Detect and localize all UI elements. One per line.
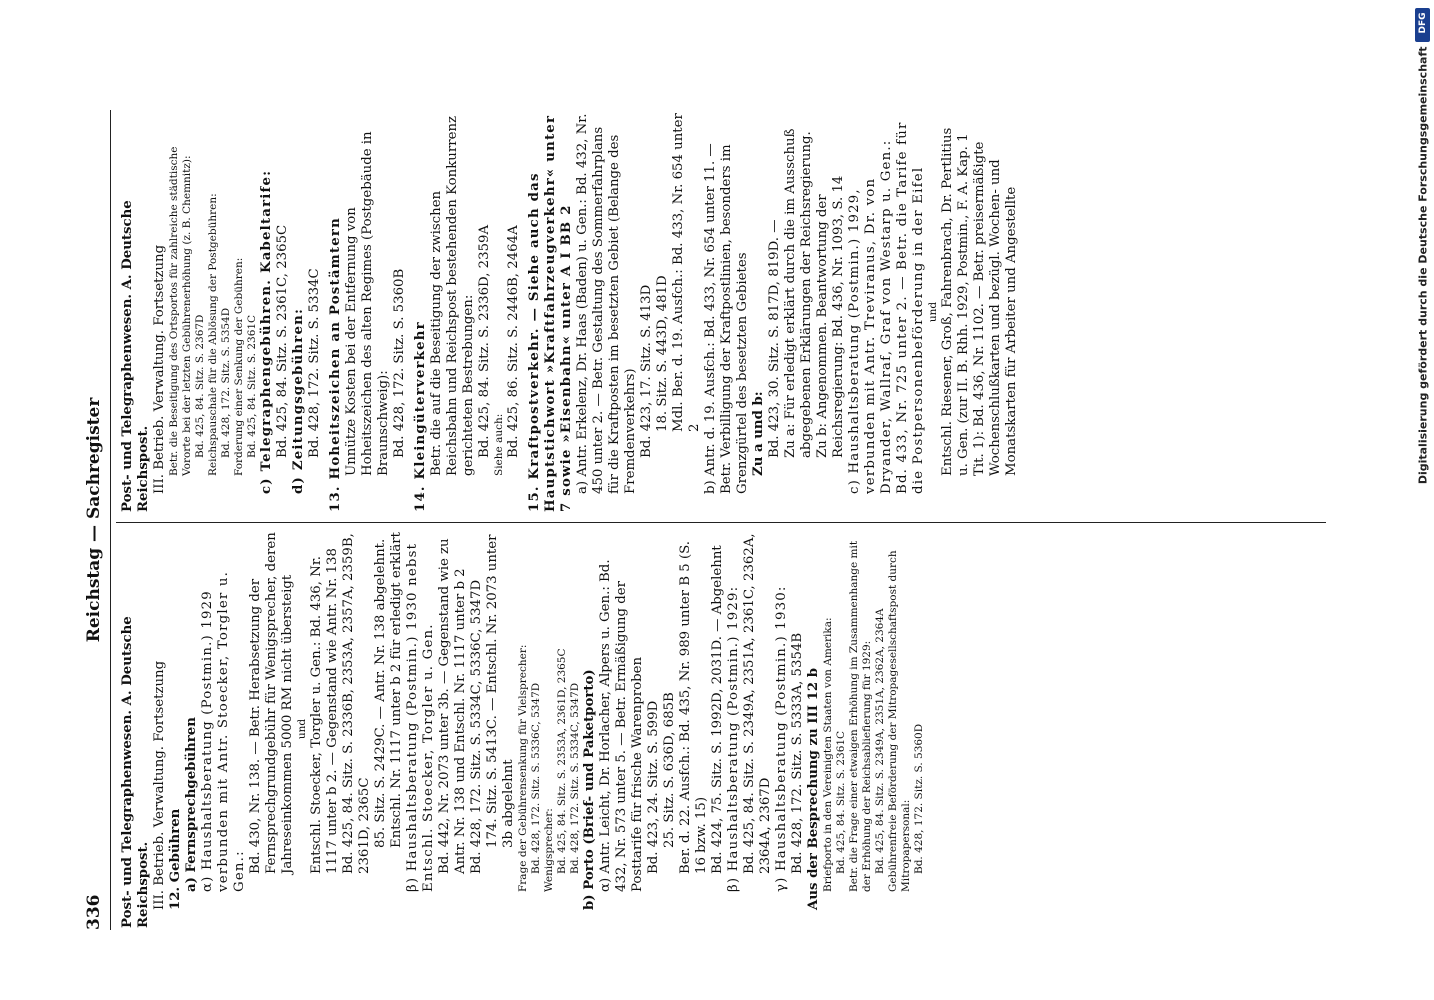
funding-note-text: Digitalisierung gefördert durch die Deutsche Forschungsgemeinschaft xyxy=(1416,46,1430,485)
index-entry: 13. Hoheitszeichen an Postämtern xyxy=(328,217,343,512)
index-entry: b) Porto (Brief- und Paketporto) xyxy=(582,669,597,910)
index-entry: Bd. 428, 172. Sitz. S. 5360B xyxy=(392,268,407,458)
index-entry: c) Haushaltsberatung (Postmin.) 1929, verbunden mit Antr. Treviranus, Dr. von Dryander, Wallraf, Graf von Westarp u. Gen.: Bd. 433, Nr. 725 unter 2. — Betr. die Tarife für die Postpersonenbeförderung in der Eifel xyxy=(847,121,926,494)
index-entry: Bd. 423, 17. Sitz. S. 413D xyxy=(639,284,654,458)
index-entry: Entschl. Stoecker, Torgler u. Gen.: Bd. 436, Nr. 1117 unter b 2. — Gegenstand wie Antr. Nr. 138 xyxy=(309,548,340,874)
right-column xyxy=(120,112,1020,512)
index-entry: Forderung einer Senkung der Gebühren: xyxy=(233,257,245,476)
index-entry: Bd. 428, 172. Sitz. S. 5354D xyxy=(220,307,232,458)
index-entry: 18. Sitz. S. 443D, 481D xyxy=(655,275,670,432)
index-entry: Unnütze Kosten bei der Entfernung von Hoheitszeichen des alten Regimes (Postgebäude in Braunschweig): xyxy=(344,131,391,476)
index-entry: 12. Gebühren xyxy=(168,808,183,910)
index-entry: Bd. 425, 84. Sitz. S. 2336B, 2353A, 2357A, 2359B, 2361D, 2365C xyxy=(341,533,372,874)
column-divider xyxy=(116,522,1326,523)
index-entry: Betr. die auf die Beseitigung der zwischen Reichsbahn und Reichspost bestehenden Konkurrenz gerichteten Bestrebungen: xyxy=(429,115,476,476)
index-entry: Post- und Telegraphenwesen. A. Deutsche Reichspost. xyxy=(120,616,151,928)
running-head-title: Reichstag — Sachregister xyxy=(84,397,104,643)
index-entry: α) Antr. Leicht, Dr. Horlacher, Alpers u. Gen.: Bd. 432, Nr. 573 unter 5. — Betr. Ermäßigung der Posttarife für frische Warenproben xyxy=(598,559,645,892)
index-entry: Bd. 423, 24. Sitz. S. 599D xyxy=(646,700,661,874)
index-entry: Bd. 428, 172. Sitz. S. 5333A, 5354B xyxy=(790,632,805,874)
index-entry: Bd. 428, 172. Sitz. S. 5360D xyxy=(913,723,925,874)
index-entry: a) Fernsprechgebühren xyxy=(184,717,199,892)
index-entry: Bd. 442, Nr. 2073 unter 3b. — Gegenstand wie zu Antr. Nr. 138 und Entschl. Nr. 1117 unter b 2 xyxy=(437,538,468,874)
index-entry: Bd. 425, 84. Sitz. S. 2336D, 2359A xyxy=(477,224,492,458)
index-entry: Bd. 428, 172. Sitz. S. 5334C xyxy=(307,268,322,458)
index-entry: 25. Sitz. S. 636D, 685B xyxy=(662,692,677,848)
index-entry: Bd. 430, Nr. 138. — Betr. Herabsetzung der Fernsprechgrundgebühr für Wenigsprecher, deren Jahreseinkommen 5000 RM nicht übersteigt xyxy=(248,532,295,874)
dfg-logo-icon xyxy=(1415,8,1430,42)
index-entry: Zu a und b: xyxy=(751,391,766,476)
index-entry: Ber. d. 22. Ausfch.: Bd. 435, Nr. 989 unter B 5 (S. 16 bzw. 15) xyxy=(678,541,709,874)
index-entry: γ) Haushaltsberatung (Postmin.) 1930: xyxy=(774,585,789,892)
index-entry: Bd. 425, 84. Sitz. S. 2361C xyxy=(246,314,258,458)
index-entry: III. Betrieb. Verwaltung. Fortsetzung xyxy=(152,244,167,494)
index-entry: und xyxy=(927,301,939,323)
index-entry: Frage der Gebührensenkung für Vielsprecher: xyxy=(517,644,529,892)
index-entry: Post- und Telegraphenwesen. A. Deutsche Reichspost. xyxy=(120,200,151,512)
index-entry: 174. Sitz. S. 5413C. — Entschl. Nr. 2073 unter 3b abgelehnt xyxy=(485,534,516,848)
index-entry: III. Betrieb. Verwaltung. Fortsetzung xyxy=(152,660,167,910)
header-rule xyxy=(110,110,111,930)
index-entry: Bd. 425, 84. Sitz. S. 2361C xyxy=(835,730,847,874)
index-entry: Bd. 428, 172. Sitz. S. 5334C, 5347D xyxy=(569,682,581,874)
index-entry: Bd. 425, 84. Sitz. S. 2349A, 2351A, 2361C, 2362A, 2364A, 2367D xyxy=(742,533,773,874)
left-column xyxy=(120,530,926,928)
index-entry: Bd. 423, 30. Sitz. S. 817D, 819D. — xyxy=(767,219,782,458)
index-entry: β) Haushaltsberatung (Postmin.) 1929: xyxy=(726,585,741,892)
index-entry: Bd. 425, 84. Sitz. S. 2353A, 2361D, 2365C xyxy=(556,648,568,874)
index-entry: Siehe auch: xyxy=(493,413,505,476)
index-entry: α) Haushaltsberatung (Postmin.) 1929 verbunden mit Antr. Stoecker, Torgler u. Gen.: xyxy=(200,570,247,892)
funding-note xyxy=(1415,48,1431,988)
index-entry: Reichspauschale für die Ablösung der Postgebühren: xyxy=(207,193,219,476)
index-entry: Wenigsprecher: xyxy=(543,808,555,892)
index-entry: a) Antr. Erkelenz, Dr. Haas (Baden) u. Gen.: Bd. 432, Nr. 450 unter 2. — Betr. Gestaltung des Sommerfahrplans für die Kraftposten im besetzten Gebiet (Belange des Fremdenverkehrs) xyxy=(575,113,638,494)
index-entry: 15. Kraftpostverkehr. — Siehe auch das Hauptstichwort »Kraftfahrzeugverkehr« unter 7 sowie »Eisenbahn« unter A I BB 2 xyxy=(527,114,574,512)
index-entry: Bd. 428, 172. Sitz. S. 5334C, 5336C, 5347D xyxy=(469,579,484,874)
index-entry: Betr. die Frage einer etwaigen Erhöhung im Zusammenhange mit der Erhöhung der Reichsabliefierung für 1929: xyxy=(848,540,873,892)
rotated-page-content xyxy=(80,110,1330,930)
index-entry: Betr. die Beseitigung des Ortsportos für zahlreiche städtische Vororte bei der letzten Gebührenerhöhung (z. B. Chemnitz): xyxy=(168,146,193,476)
index-entry: c) Telegraphengebühren. Kabeltarife: xyxy=(259,169,274,494)
index-entry: Bd. 424, 75. Sitz. S. 1992D, 2031D. — Abgelehnt xyxy=(710,545,725,874)
index-entry: Aus der Besprechung zu III 12 b xyxy=(806,667,821,910)
digitization-sidebar xyxy=(1413,8,1433,998)
index-entry: Gebührenfreie Beförderung der Mitropagesellschaftspost durch Mitropapersonal: xyxy=(887,550,912,892)
index-entry: 14. Kleingüterverkehr xyxy=(413,321,428,512)
index-entry: Entschl. Riesener, Groß, Fahrenbrach, Dr. Pertlitius u. Gen. (zur II. B. Rhh. 1929, Postmin., F. A. Kap. 1 Tit. 1): Bd. 436, Nr. 1102. — Betr. preisermäßigte Wochenschlußkarten und bezügl. Wochen- und Monatskarten für Arbeiter und Angestellte xyxy=(940,127,1019,476)
index-entry: Bd. 425, 86. Sitz. S. 2446B, 2464A xyxy=(506,225,521,458)
index-entry: Briefporto in den Vereinigten Staaten von Amerika: xyxy=(822,617,834,892)
index-entry: b) Antr. d. 19. Ausfch.: Bd. 433, Nr. 654 unter 11. — Betr. Verbilligung der Kraftpostlinien, besonders im Grenzgürtel des besetzten Gebietes xyxy=(703,143,750,494)
running-header xyxy=(80,110,108,930)
index-entry: Zu a: Für erledigt erklärt durch die im Ausschuß abgegebenen Erklärungen der Reichsregierung. Zu b: Angenommen. Beantwortung der Reichsregierung: Bd. 436, Nr. 1093, S. 14 xyxy=(783,128,846,458)
index-entry: Bd. 425, 84. Sitz. S. 2349A, 2351A, 2362A, 2364A xyxy=(874,608,886,874)
index-entry: Bd. 428, 172. Sitz. S. 5336C, 5347D xyxy=(530,682,542,874)
index-entry: Bd. 425, 84. Sitz. S. 2367D xyxy=(194,314,206,458)
page-number: 336 xyxy=(84,894,104,930)
index-entry: β) Haushaltsberatung (Postmin.) 1930 nebst Entschl. Stoecker, Torgler u. Gen. xyxy=(405,542,436,892)
index-entry: d) Zeitungsgebühren: xyxy=(291,307,306,494)
index-entry: und xyxy=(296,718,308,740)
index-entry: Bd. 425, 84. Sitz. S. 2361C, 2365C xyxy=(275,224,290,458)
dfg-logo-text: DFG xyxy=(1418,12,1428,34)
index-entry: 85. Sitz. S. 2429C. — Antr. Nr. 138 abgelehnt. Entschl. Nr. 1117 unter b 2 für erledigt erklärt xyxy=(373,532,404,848)
index-entry: Mdl. Ber. d. 19. Ausfch.: Bd. 433, Nr. 654 unter 2 xyxy=(671,113,702,432)
